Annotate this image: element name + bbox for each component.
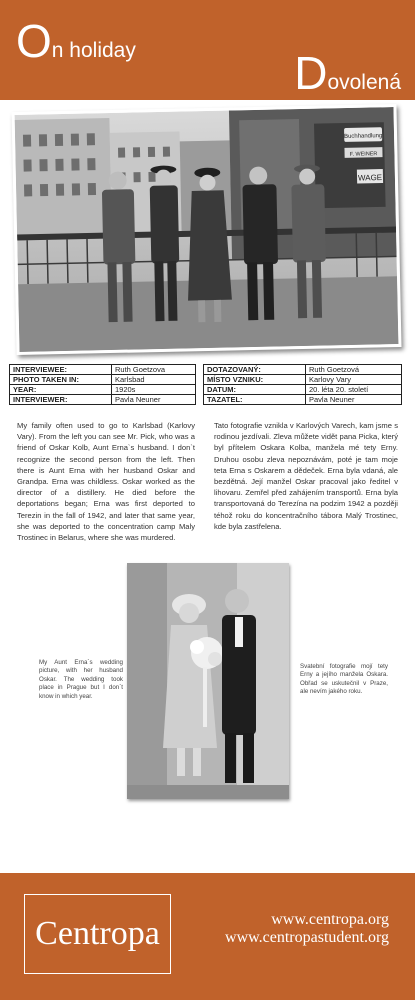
- title-czech: [294, 47, 401, 99]
- info-row: [10, 395, 196, 405]
- link-centropa[interactable]: www.centropa.org: [271, 911, 389, 928]
- info-row: [10, 365, 196, 375]
- caption-czech: Svatební fotografie mojí tety Erny a jejího manžela Oskara. Obřad se uskutečnil v Praze, ale nevím jakého roku.: [300, 663, 388, 696]
- family-group-photo: [15, 107, 399, 352]
- info-row: [204, 385, 402, 395]
- info-label: PHOTO TAKEN IN:: [10, 375, 112, 385]
- title-en-initial: O: [16, 15, 52, 67]
- info-label: TAZATEL:: [204, 395, 306, 405]
- info-label: DOTAZOVANÝ:: [204, 365, 306, 375]
- info-value: Ruth Goetzova: [112, 365, 196, 375]
- sign-bookshop: Buchhandlung: [344, 133, 383, 140]
- text-english: My family often used to go to Karlsbad (Karlovy Vary). From the left you can see Mr. Pick, who was a friend of Oskar Kolb, Aunt Erna`s husband. I don`t recognize the second person from the left. Then there is Aunt Erna with her husband Oskar and Grandpa. Erna was childless. Oskar worked as the director of a distillery. He died before the deportations began; Erna was first deported to Terezin in the fall of 1942, and later that same year, she was deported to the concentration camp Maly Trostinec in Belarus, where she was murdered.: [17, 421, 195, 543]
- info-label: INTERVIEWER:: [10, 395, 112, 405]
- main-photo: [11, 104, 401, 355]
- info-label: DATUM:: [204, 385, 306, 395]
- info-value: 1920s: [112, 385, 196, 395]
- info-row: [204, 375, 402, 385]
- info-value: 20. léta 20. století: [306, 385, 402, 395]
- caption-english: My Aunt Erna`s wedding picture, with her husband Oskar. The wedding took place in Prague but I don`t know in which year.: [39, 659, 123, 700]
- info-table-czech: [203, 364, 402, 405]
- info-value: Karlsbad: [112, 375, 196, 385]
- centropa-logo: Centropa: [24, 894, 171, 974]
- info-table-english: [9, 364, 196, 405]
- wedding-photo: [127, 563, 289, 799]
- info-label: YEAR:: [10, 385, 112, 395]
- title-english: [16, 15, 136, 67]
- info-value: Pavla Neuner: [306, 395, 402, 405]
- title-cz-initial: D: [294, 47, 328, 99]
- title-en-rest: n holiday: [51, 39, 136, 62]
- info-value: Ruth Goetzová: [306, 365, 402, 375]
- text-czech: Tato fotografie vznikla v Karlových Varech, kam jsme s rodinou jezdívali. Zleva můžete vidět pana Picka, který byl přítelem Oskara Kolba, manžela mé tety Erny. Druhou osobu zleva nepoznávám, poté je tam moje teta Erna s Oskarem a dědeček. Erna byla vdaná, ale bezdětná. Její manžel Oskar pracoval jako ředitel v lihovaru. Zemřel před zahájením transportů. Erna byla transportovaná do Terezína na podzim 1942 a později téhož roku do koncentračního tábora Malý Trostinec, kde byla zastřelena.: [214, 421, 398, 531]
- info-row: [204, 365, 402, 375]
- info-label: MÍSTO VZNIKU:: [204, 375, 306, 385]
- link-centropastudent[interactable]: www.centropastudent.org: [225, 929, 389, 946]
- info-row: [204, 395, 402, 405]
- info-row: [10, 385, 196, 395]
- wedding-couple-image: [127, 563, 289, 799]
- info-row: [10, 375, 196, 385]
- info-label: INTERVIEWEE:: [10, 365, 112, 375]
- info-value: Karlovy Vary: [306, 375, 402, 385]
- footer-banner: [0, 873, 415, 1000]
- sign-weiner: F. WEINER: [349, 151, 378, 158]
- info-value: Pavla Neuner: [112, 395, 196, 405]
- sign-wage: WAGE: [357, 173, 383, 183]
- title-cz-rest: ovolená: [327, 71, 401, 94]
- header-banner: [0, 0, 415, 100]
